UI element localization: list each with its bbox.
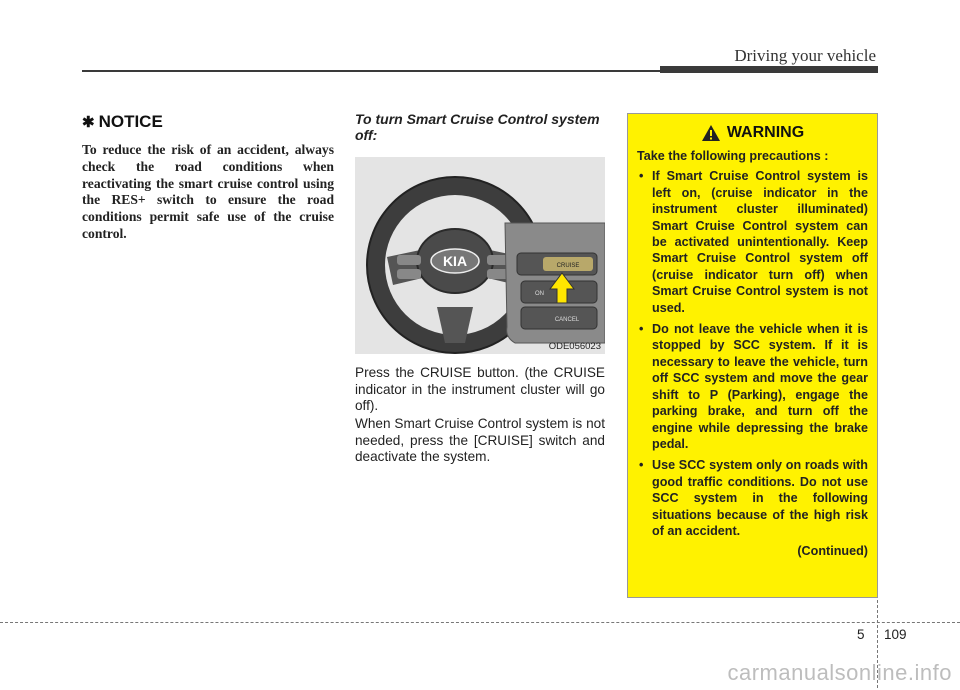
watermark: carmanualsonline.info [727, 660, 952, 685]
warning-item: • If Smart Cruise Control system is left on, (cruise indicator in the instrument cluster illuminated) Smart Cruise Control system can be activated unintentionally. Keep Smart Cruise Control system off (cruise indicator turn off) when Smart Cruise Control system is not used. [637, 168, 868, 316]
notice-section [82, 112, 334, 243]
header-rule-accent [660, 66, 878, 73]
kia-logo: KIA [442, 253, 468, 269]
cancel-switch-label: CANCEL [554, 317, 580, 323]
notice-title-text: NOTICE [98, 112, 163, 131]
notice-text: To reduce the risk of an accident, always check the road conditions when reactivating the smart cruise control using the RES+ switch to ensure the road conditions permit safe use of the cruise control. [82, 142, 334, 241]
warning-list [637, 168, 868, 539]
footer-rule [0, 622, 960, 623]
body-paragraph-1: Press the CRUISE button. (the CRUISE indicator in the instrument cluster will go off). [355, 365, 605, 414]
steering-wheel-figure [355, 157, 605, 354]
warning-item: • Do not leave the vehicle when it is stopped by SCC system. If it is necessary to leave the vehicle, turn off SCC system and move the gear shift to P (Parking), engage the parking brake, and turn off the engine while depressing the brake pedal. [637, 321, 868, 452]
warning-title: WARNING [726, 124, 805, 141]
page-number: 109 [884, 627, 907, 642]
figure-code: ODE056023 [548, 341, 601, 352]
notice-title [82, 112, 334, 132]
chapter-number: 5 [857, 627, 865, 642]
warning-triangle-icon [701, 124, 721, 142]
header-rule [82, 70, 662, 72]
warning-intro: Take the following precautions : [637, 149, 829, 163]
warning-header [637, 124, 868, 142]
cruise-switch-label: CRUISE [556, 263, 580, 269]
cross-star-icon: ✱ [82, 114, 95, 131]
continued-label: (Continued) [797, 544, 868, 559]
header-title: Driving your vehicle [734, 46, 876, 65]
warning-box [627, 113, 878, 598]
on-switch-label: ON [535, 291, 544, 297]
section-heading: To turn Smart Cruise Control system off: [355, 111, 600, 143]
body-paragraph-2: When Smart Cruise Control system is not needed, press the [CRUISE] switch and deactivate the system. [355, 416, 605, 465]
steering-wheel-illustration [355, 157, 605, 354]
warning-item: • Use SCC system only on roads with good traffic conditions. Do not use SCC system in the following situations because of the high risk of an accident. [637, 457, 868, 539]
